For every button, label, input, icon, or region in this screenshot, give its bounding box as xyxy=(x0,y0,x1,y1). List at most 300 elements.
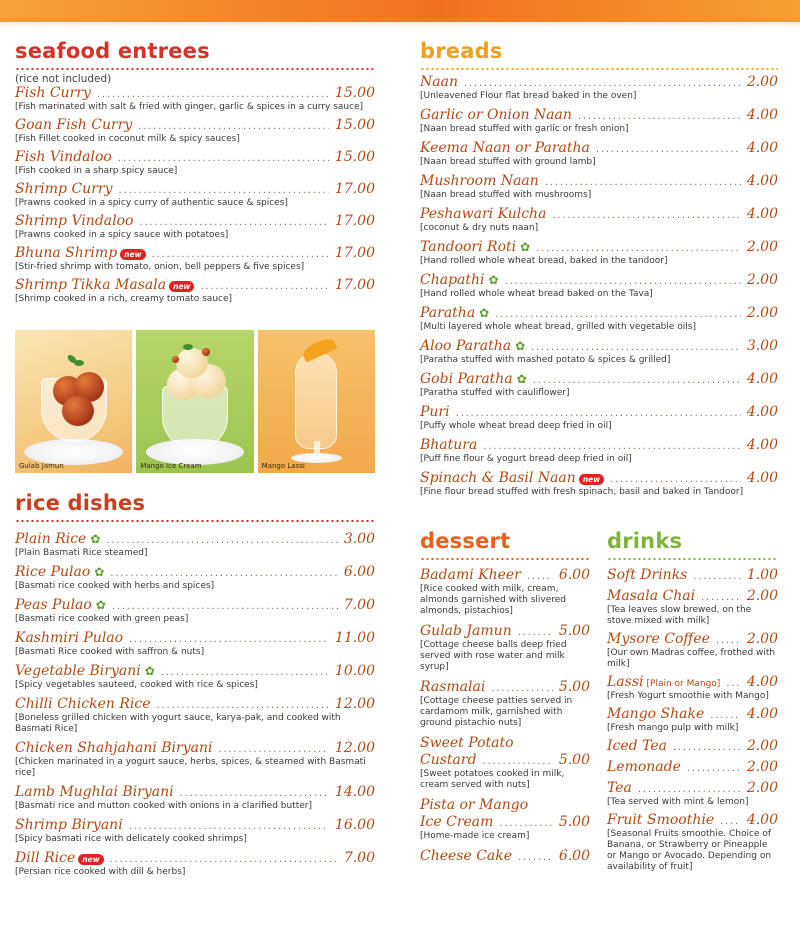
item-price: 15.00 xyxy=(334,149,375,165)
seafood-item xyxy=(15,85,375,113)
item-name: Chilli Chicken Rice xyxy=(15,696,151,712)
breads-item xyxy=(420,239,778,267)
item-description: [Fresh Yogurt smoothie with Mango] xyxy=(607,691,769,701)
item-row xyxy=(15,564,375,581)
rice-item xyxy=(15,850,375,878)
item-price: 5.00 xyxy=(558,623,590,639)
drinks-item xyxy=(607,588,778,627)
dot-leader xyxy=(673,742,741,754)
drinks-item xyxy=(607,812,778,873)
item-name: Lamb Mughlai Biryani xyxy=(15,784,174,800)
dot-leader xyxy=(112,601,338,613)
dessert-heading: dessert xyxy=(420,529,511,553)
item-row xyxy=(15,117,375,134)
item-description: [Fish cooked in a sharp spicy sauce] xyxy=(15,166,178,176)
item-description: [Spicy basmati rice with delicately cooked shrimps] xyxy=(15,834,247,844)
item-row xyxy=(420,74,778,91)
item-row xyxy=(420,272,778,289)
item-row xyxy=(607,780,778,797)
item-row xyxy=(15,740,375,757)
dot-leader xyxy=(710,710,741,722)
dot-leader xyxy=(716,635,741,647)
seafood-item xyxy=(15,213,375,241)
dot-leader xyxy=(110,568,337,580)
item-description: [Fish marinated with salt & fried with ginger, garlic & spices in a curry sauce] xyxy=(15,102,364,112)
item-description: [Tea leaves slow brewed, on the stove mixed with milk] xyxy=(607,605,752,626)
mango-lassi-photo xyxy=(258,330,375,473)
item-price: 2.00 xyxy=(746,74,778,90)
item-name: Peas Pulao xyxy=(15,597,92,613)
item-price: 10.00 xyxy=(334,663,375,679)
drinks-item xyxy=(607,631,778,670)
seafood-item xyxy=(15,277,375,305)
dessert-item xyxy=(420,797,590,842)
clover-icon: ✿ xyxy=(520,240,531,254)
item-description: [Naan bread stuffed with garlic or fresh onion] xyxy=(420,124,629,134)
item-price: 2.00 xyxy=(746,305,778,321)
item-price: 4.00 xyxy=(746,812,778,828)
item-price: 17.00 xyxy=(334,213,375,229)
item-name: Tandoori Roti xyxy=(420,239,517,255)
item-price: 14.00 xyxy=(334,784,375,800)
item-name: Rasmalai xyxy=(420,679,486,695)
item-price: 4.00 xyxy=(746,470,778,486)
item-price: 17.00 xyxy=(334,277,375,293)
item-description: [Prawns cooked in a spicy curry of authentic sauce & spices] xyxy=(15,198,288,208)
item-name: Ice Cream xyxy=(420,814,494,830)
new-badge: new xyxy=(78,854,103,865)
item-description: [Fine flour bread stuffed with fresh spinach, basil and baked in Tandoor] xyxy=(420,487,744,497)
dot-leader xyxy=(693,571,740,583)
drinks-item xyxy=(607,759,778,776)
item-row xyxy=(15,597,375,614)
dessert-photos xyxy=(15,330,375,473)
item-row xyxy=(15,817,375,834)
dot-leader xyxy=(456,408,741,420)
item-row xyxy=(607,674,778,691)
item-price: 6.00 xyxy=(558,848,590,864)
item-name: Goan Fish Curry xyxy=(15,117,133,133)
new-badge: new xyxy=(120,249,145,260)
breads-item xyxy=(420,470,778,498)
seafood-divider xyxy=(15,68,375,70)
item-name: Mysore Coffee xyxy=(607,631,710,647)
rice-item xyxy=(15,817,375,845)
seafood-item xyxy=(15,149,375,177)
item-price: 5.00 xyxy=(558,814,590,830)
rice-item xyxy=(15,663,375,691)
item-name: Vegetable Biryani xyxy=(15,663,141,679)
item-row xyxy=(420,623,590,640)
item-row xyxy=(15,245,375,262)
item-row xyxy=(15,181,375,198)
item-row xyxy=(607,706,778,723)
item-price: 4.00 xyxy=(746,140,778,156)
mango-lassi-caption: Mango Lassi xyxy=(261,462,305,470)
item-price: 17.00 xyxy=(334,181,375,197)
item-name: Custard xyxy=(420,752,477,768)
dot-leader xyxy=(578,111,741,123)
item-description: [Home-made ice cream] xyxy=(420,831,530,841)
item-description: [Fresh mango pulp with milk] xyxy=(607,723,739,733)
rice-section xyxy=(15,490,375,883)
item-row xyxy=(420,752,590,769)
dot-leader xyxy=(505,276,741,288)
rice-heading: rice dishes xyxy=(15,491,146,515)
clover-icon: ✿ xyxy=(479,306,490,320)
drinks-section xyxy=(607,528,778,877)
clover-icon: ✿ xyxy=(94,565,105,579)
item-price: 2.00 xyxy=(746,272,778,288)
item-description: [Prawns cooked in a spicy sauce with potatoes] xyxy=(15,230,229,240)
dot-leader xyxy=(119,185,329,197)
item-row xyxy=(607,759,778,776)
dot-leader xyxy=(495,309,741,321)
item-price: 17.00 xyxy=(334,245,375,261)
item-name: Keema Naan or Paratha xyxy=(420,140,590,156)
item-row xyxy=(15,696,375,713)
dot-leader xyxy=(596,144,741,156)
item-row xyxy=(420,848,590,865)
dot-leader xyxy=(106,535,337,547)
drinks-item xyxy=(607,567,778,584)
item-price: 16.00 xyxy=(334,817,375,833)
dot-leader xyxy=(638,784,741,796)
item-price: 4.00 xyxy=(746,371,778,387)
breads-item xyxy=(420,437,778,465)
item-description: [Naan bread stuffed with mushrooms] xyxy=(420,190,592,200)
item-description: [Plain Basmati Rice steamed] xyxy=(15,548,148,558)
item-name: Lemonade xyxy=(607,759,681,775)
item-name: Fish Vindaloo xyxy=(15,149,112,165)
item-description: [Sweet potatoes cooked in milk, cream served with nuts] xyxy=(420,769,565,790)
rice-item xyxy=(15,564,375,592)
item-row xyxy=(420,470,778,487)
dot-leader xyxy=(545,177,741,189)
item-row xyxy=(15,277,375,294)
breads-item xyxy=(420,371,778,399)
clover-icon: ✿ xyxy=(95,598,106,612)
item-name: Aloo Paratha xyxy=(420,338,512,354)
item-price: 4.00 xyxy=(746,674,778,690)
breads-item xyxy=(420,272,778,300)
new-badge: new xyxy=(169,281,194,292)
seafood-list xyxy=(15,85,375,305)
item-row xyxy=(420,239,778,256)
dessert-item xyxy=(420,567,590,617)
dot-leader xyxy=(152,249,329,261)
dot-leader xyxy=(464,78,741,90)
item-description: [Puff fine flour & yogurt bread deep fried in oil] xyxy=(420,454,632,464)
item-description: [coconut & dry nuts naan] xyxy=(420,223,539,233)
item-row xyxy=(420,814,590,831)
item-name: Dill Rice xyxy=(15,850,76,866)
item-description: [Paratha stuffed with cauliflower] xyxy=(420,388,570,398)
gulab-jamun-photo xyxy=(15,330,132,473)
item-description: [Fish Fillet cooked in coconut milk & spicy sauces] xyxy=(15,134,240,144)
item-name: Bhuna Shrimp xyxy=(15,245,118,261)
dot-leader xyxy=(180,788,329,800)
item-name: Masala Chai xyxy=(607,588,696,604)
item-price: 6.00 xyxy=(343,564,375,580)
item-name: Fruit Smoothie xyxy=(607,812,715,828)
dessert-divider xyxy=(420,558,590,560)
item-name: Rice Pulao xyxy=(15,564,91,580)
item-row xyxy=(15,531,375,548)
item-option-note: [Plain or Mango] xyxy=(646,679,721,689)
item-description: [Hand rolled whole wheat bread, baked in the tandoor] xyxy=(420,256,668,266)
item-description: [Rice cooked with milk, cream, almonds garnished with slivered almonds, pistachios] xyxy=(420,584,566,616)
item-row xyxy=(607,567,778,584)
item-row xyxy=(15,630,375,647)
item-description: [Basmati rice cooked with herbs and spices] xyxy=(15,581,215,591)
mango-ice-cream-photo xyxy=(136,330,253,473)
breads-item xyxy=(420,107,778,135)
item-description: [Cottage cheese balls deep fried served with rose water and milk syrup] xyxy=(420,640,567,672)
item-row xyxy=(607,588,778,605)
dot-leader xyxy=(536,243,741,255)
dot-leader xyxy=(531,342,741,354)
item-price: 2.00 xyxy=(746,759,778,775)
item-price: 12.00 xyxy=(334,740,375,756)
rice-item xyxy=(15,696,375,735)
drinks-item xyxy=(607,780,778,808)
dessert-item xyxy=(420,735,590,791)
breads-item xyxy=(420,206,778,234)
rice-item xyxy=(15,740,375,779)
dot-leader xyxy=(483,756,553,768)
rice-divider xyxy=(15,520,375,522)
dot-leader xyxy=(701,592,741,604)
dot-leader xyxy=(483,441,740,453)
dot-leader xyxy=(118,153,329,165)
dot-leader xyxy=(110,854,338,866)
dot-leader xyxy=(129,634,329,646)
dot-leader xyxy=(491,683,553,695)
item-description: [Tea served with mint & lemon] xyxy=(607,797,749,807)
seafood-item xyxy=(15,117,375,145)
item-price: 2.00 xyxy=(746,738,778,754)
item-row xyxy=(15,663,375,680)
drinks-list xyxy=(607,567,778,873)
drinks-item xyxy=(607,738,778,755)
dot-leader xyxy=(726,678,741,690)
item-description: [Shrimp cooked in a rich, creamy tomato sauce] xyxy=(15,294,233,304)
item-description: [Basmati rice cooked with green peas] xyxy=(15,614,189,624)
item-name: Plain Rice xyxy=(15,531,87,547)
item-price: 7.00 xyxy=(343,597,375,613)
breads-item xyxy=(420,173,778,201)
item-row xyxy=(420,206,778,223)
item-name: Tea xyxy=(607,780,632,796)
item-row xyxy=(15,213,375,230)
item-name: Bhatura xyxy=(420,437,478,453)
item-name: Iced Tea xyxy=(607,738,667,754)
item-description: [Hand rolled whole wheat bread baked on the Tava] xyxy=(420,289,653,299)
dot-leader xyxy=(518,627,553,639)
item-name: Paratha xyxy=(420,305,476,321)
item-name: Badami Kheer xyxy=(420,567,521,583)
item-name: Shrimp Biryani xyxy=(15,817,123,833)
item-name: Cheese Cake xyxy=(420,848,513,864)
item-row xyxy=(420,140,778,157)
item-price: 4.00 xyxy=(746,437,778,453)
item-name: Kashmiri Pulao xyxy=(15,630,124,646)
item-row xyxy=(420,371,778,388)
dot-leader xyxy=(533,375,741,387)
item-description: [Persian rice cooked with dill & herbs] xyxy=(15,867,186,877)
item-name: Shrimp Tikka Masala xyxy=(15,277,167,293)
item-price: 2.00 xyxy=(746,239,778,255)
clover-icon: ✿ xyxy=(90,532,101,546)
item-description: [Stir-fried shrimp with tomato, onion, bell peppers & five spices] xyxy=(15,262,305,272)
item-name: Gobi Paratha xyxy=(420,371,513,387)
item-price: 1.00 xyxy=(746,567,778,583)
item-price: 4.00 xyxy=(746,173,778,189)
rice-list xyxy=(15,531,375,878)
item-name: Naan xyxy=(420,74,458,90)
gulab-jamun-caption: Gulab Jamun xyxy=(19,462,64,470)
item-price: 11.00 xyxy=(334,630,375,646)
item-price: 4.00 xyxy=(746,706,778,722)
clover-icon: ✿ xyxy=(515,339,526,353)
dot-leader xyxy=(157,700,329,712)
item-name-row xyxy=(420,797,590,814)
item-name: Sweet Potato xyxy=(420,735,514,751)
item-row xyxy=(607,738,778,755)
item-description: [Multi layered whole wheat bread, grilled with vegetable oils] xyxy=(420,322,696,332)
item-price: 15.00 xyxy=(334,117,375,133)
mango-ice-cream-caption: Mango Ice Cream xyxy=(140,462,202,470)
breads-divider xyxy=(420,68,778,70)
seafood-heading: seafood entrees xyxy=(15,39,210,63)
item-description: [Puffy whole wheat bread deep fried in oil] xyxy=(420,421,612,431)
item-name: Mushroom Naan xyxy=(420,173,539,189)
item-name: Chapathi xyxy=(420,272,485,288)
item-row xyxy=(15,784,375,801)
item-description: [Basmati Rice cooked with saffron & nuts] xyxy=(15,647,205,657)
item-price: 15.00 xyxy=(334,85,375,101)
dot-leader xyxy=(552,210,740,222)
seafood-item xyxy=(15,181,375,209)
item-description: [Unleavened Flour flat bread baked in the oven] xyxy=(420,91,637,101)
breads-item xyxy=(420,305,778,333)
item-row xyxy=(420,107,778,124)
dot-leader xyxy=(138,121,329,133)
seafood-item xyxy=(15,245,375,273)
rice-item xyxy=(15,784,375,812)
breads-item xyxy=(420,140,778,168)
seafood-note: (rice not included) xyxy=(15,73,112,85)
item-name: Lassi xyxy=(607,674,644,690)
new-badge: new xyxy=(579,474,604,485)
item-row xyxy=(420,567,590,584)
item-description: [Boneless grilled chicken with yogurt sauce, karya-pak, and cooked with Basmati Rice] xyxy=(15,713,341,734)
dot-leader xyxy=(499,818,552,830)
dot-leader xyxy=(161,667,329,679)
dessert-section xyxy=(420,528,590,871)
breads-heading: breads xyxy=(420,39,503,63)
item-name: Peshawari Kulcha xyxy=(420,206,547,222)
item-name: Garlic or Onion Naan xyxy=(420,107,572,123)
item-name: Shrimp Curry xyxy=(15,181,113,197)
rice-item xyxy=(15,531,375,559)
dot-leader xyxy=(218,744,328,756)
item-name: Mango Shake xyxy=(607,706,705,722)
item-description: [Chicken marinated in a yogurt sauce, herbs, spices, & steamed with Basmati rice] xyxy=(15,757,366,778)
item-price: 4.00 xyxy=(746,107,778,123)
item-row xyxy=(420,437,778,454)
dot-leader xyxy=(97,89,329,101)
item-name: Pista or Mango xyxy=(420,797,529,813)
drinks-heading: drinks xyxy=(607,529,683,553)
dessert-list xyxy=(420,567,590,865)
top-banner xyxy=(0,0,800,22)
rice-item xyxy=(15,597,375,625)
dot-leader xyxy=(139,217,328,229)
item-price: 4.00 xyxy=(746,206,778,222)
item-name: Shrimp Vindaloo xyxy=(15,213,134,229)
breads-list xyxy=(420,74,778,498)
breads-item xyxy=(420,74,778,102)
item-row xyxy=(420,338,778,355)
dot-leader xyxy=(610,474,741,486)
item-row xyxy=(15,850,375,867)
item-price: 5.00 xyxy=(558,752,590,768)
drinks-item xyxy=(607,706,778,734)
item-price: 2.00 xyxy=(746,631,778,647)
item-row xyxy=(15,85,375,102)
clover-icon: ✿ xyxy=(488,273,499,287)
seafood-section xyxy=(15,38,375,309)
item-name-row xyxy=(420,735,590,752)
item-price: 3.00 xyxy=(746,338,778,354)
drinks-divider xyxy=(607,558,778,560)
item-description: [Naan bread stuffed with ground lamb] xyxy=(420,157,596,167)
clover-icon: ✿ xyxy=(144,664,155,678)
item-row xyxy=(420,305,778,322)
item-price: 2.00 xyxy=(746,780,778,796)
item-price: 2.00 xyxy=(746,588,778,604)
dot-leader xyxy=(518,852,553,864)
item-row xyxy=(607,631,778,648)
item-description: [Cottage cheese patties served in cardamom milk, garnished with ground pistachio nuts] xyxy=(420,696,573,728)
item-description: [Our own Madras coffee, frothed with milk] xyxy=(607,648,776,669)
item-row xyxy=(420,173,778,190)
item-description: [Paratha stuffed with mashed potato & spices & grilled] xyxy=(420,355,671,365)
item-row xyxy=(420,404,778,421)
dot-leader xyxy=(129,821,329,833)
item-row xyxy=(15,149,375,166)
item-name: Spinach & Basil Naan xyxy=(420,470,576,486)
item-name: Soft Drinks xyxy=(607,567,688,583)
item-price: 6.00 xyxy=(558,567,590,583)
rice-item xyxy=(15,630,375,658)
item-price: 12.00 xyxy=(334,696,375,712)
dot-leader xyxy=(720,816,741,828)
item-description: [Spicy vegetables sauteed, cooked with rice & spices] xyxy=(15,680,258,690)
breads-item xyxy=(420,404,778,432)
item-row xyxy=(420,679,590,696)
dot-leader xyxy=(527,571,553,583)
item-description: [Basmati rice and mutton cooked with onions in a clarified butter] xyxy=(15,801,312,811)
dessert-item xyxy=(420,848,590,865)
item-price: 7.00 xyxy=(343,850,375,866)
item-price: 5.00 xyxy=(558,679,590,695)
breads-item xyxy=(420,338,778,366)
item-name: Chicken Shahjahani Biryani xyxy=(15,740,213,756)
dot-leader xyxy=(200,281,328,293)
